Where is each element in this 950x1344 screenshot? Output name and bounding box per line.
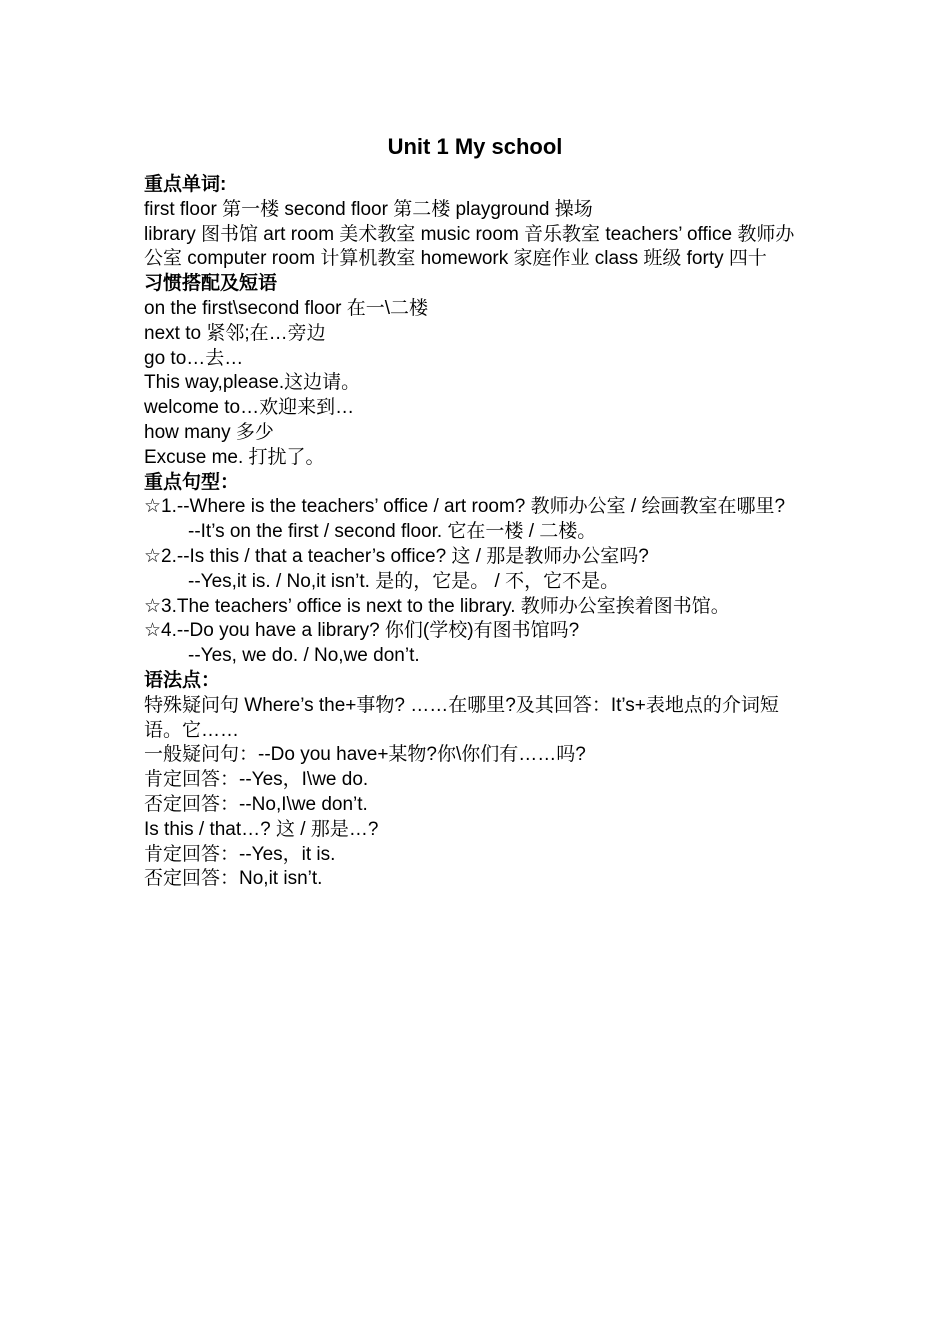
text-line: Excuse me. 打扰了。 [144, 446, 325, 468]
text-line: 否定回答：No,it isn’t. [144, 868, 323, 890]
section-heading: 重点句型： [144, 471, 240, 493]
text-line: next to 紧邻;在…旁边 [144, 322, 326, 344]
text-line: how many 多少 [144, 421, 274, 443]
text-line: --Yes, we do. / No,we don’t. [188, 645, 420, 667]
text-line: 肯定回答：--Yes，it is. [144, 843, 336, 865]
text-line: 一般疑问句：--Do you have+某物?你\你们有……吗? [144, 744, 586, 766]
text-line: ☆2.--Is this / that a teacher’s office? 这 / 那是教师办公室吗? [144, 545, 649, 567]
text-line: 特殊疑问句 Where’s the+事物? ……在哪里?及其回答：It’s+表地点的介词短语。它…… [144, 694, 779, 741]
text-line: 肯定回答：--Yes，I\we do. [144, 769, 369, 791]
text-line: ☆1.--Where is the teachers’ office / art room? 教师办公室 / 绘画教室在哪里? [144, 496, 786, 518]
text-line: --It’s on the first / second floor. 它在一楼 / 二楼。 [188, 521, 597, 543]
text-line: go to…去… [144, 347, 244, 369]
section-heading: 习惯搭配及短语 [144, 273, 278, 295]
text-line: ☆4.--Do you have a library? 你们(学校)有图书馆吗? [144, 620, 580, 642]
text-line: ☆3.The teachers’ office is next to the library. 教师办公室挨着图书馆。 [144, 595, 730, 617]
text-line: --Yes,it is. / No,it isn’t. 是的，它是。 / 不，它不是。 [188, 570, 620, 592]
text-line: 否定回答：--No,I\we don’t. [144, 793, 368, 815]
text-line: library 图书馆 art room 美术教室 music room 音乐教室 teachers’ office 教师办公室 computer room 计算机教室 homework 家庭作业 class 班级 forty 四十 [144, 223, 795, 270]
document-body [144, 173, 808, 892]
text-line: welcome to…欢迎来到… [144, 397, 355, 419]
section-heading: 重点单词: [144, 174, 227, 195]
text-line: on the first\second floor 在一\二楼 [144, 297, 429, 319]
text-line: Is this / that…? 这 / 那是…? [144, 818, 379, 840]
text-line: This way,please.这边请。 [144, 372, 361, 394]
page-title: Unit 1 My school [387, 134, 563, 159]
text-line: first floor 第一楼 second floor 第二楼 playground 操场 [144, 198, 593, 220]
section-heading: 语法点： [144, 669, 221, 691]
